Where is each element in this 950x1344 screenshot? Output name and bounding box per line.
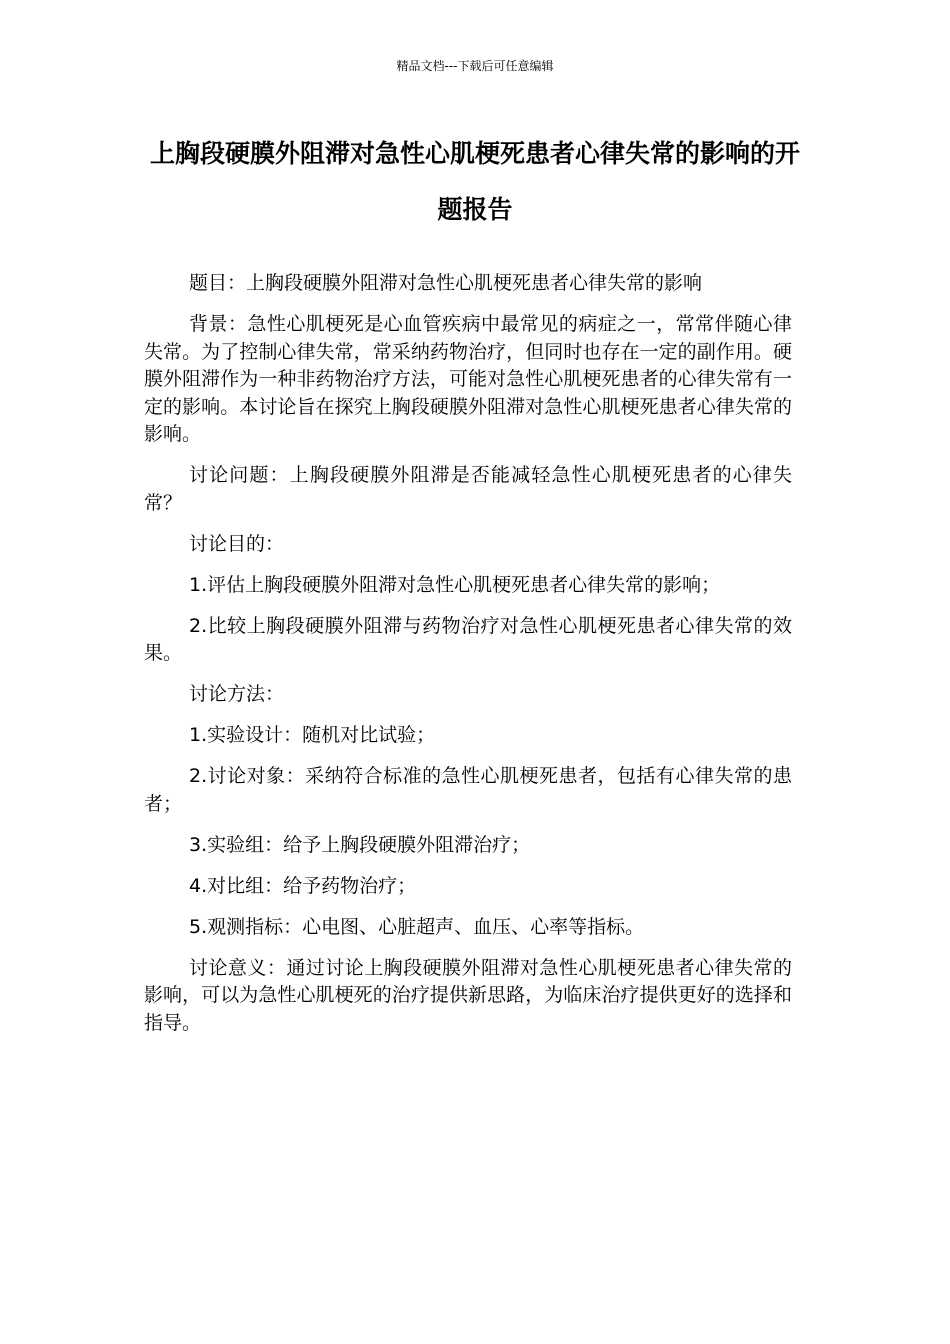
paragraph-background: 背景：急性心肌梗死是心血管疾病中最常见的病症之一，常常伴随心律失常。为了控制心律失常，常采纳药物治疗，但同时也存在一定的副作用。硬膜外阻滞作为一种非药物治疗方法，可能对急性心肌梗死患者的心律失常有一定的影响。本讨论旨在探究上胸段硬膜外阻滞对急性心肌梗死患者心律失常的影响。 — [144, 313, 792, 445]
document-title: 上胸段硬膜外阻滞对急性心肌梗死患者心律失常的影响的开题报告 — [149, 139, 800, 224]
document-body — [144, 270, 792, 1051]
paragraph-methods-heading: 讨论方法： — [189, 683, 285, 705]
paragraph-method-4: 4.对比组：给予药物治疗； — [189, 874, 417, 897]
paragraph-method-3: 3.实验组：给予上胸段硬膜外阻滞治疗； — [189, 833, 531, 856]
paragraph-method-5: 5.观测指标：心电图、心脏超声、血压、心率等指标。 — [189, 915, 645, 938]
paragraph-significance: 讨论意义：通过讨论上胸段硬膜外阻滞对急性心肌梗死患者心律失常的影响，可以为急性心肌梗死的治疗提供新思路，为临床治疗提供更好的选择和指导。 — [144, 956, 792, 1034]
paragraph-objectives-heading: 讨论目的： — [189, 532, 285, 555]
header-note: 精品文档---下载后可任意编辑 — [396, 59, 554, 73]
paragraph-research-question: 讨论问题：上胸段硬膜外阻滞是否能减轻急性心肌梗死患者的心律失常？ — [144, 464, 792, 514]
paragraph-topic: 题目：上胸段硬膜外阻滞对急性心肌梗死患者心律失常的影响 — [189, 272, 703, 294]
paragraph-objective-1: 1.评估上胸段硬膜外阻滞对急性心肌梗死患者心律失常的影响； — [189, 573, 721, 596]
paragraph-method-1: 1.实验设计：随机对比试验； — [189, 724, 436, 746]
paragraph-method-2: 2.讨论对象：采纳符合标准的急性心肌梗死患者，包括有心律失常的患者； — [144, 765, 792, 815]
paragraph-objective-2: 2.比较上胸段硬膜外阻滞与药物治疗对急性心肌梗死患者心律失常的效果。 — [144, 614, 792, 664]
